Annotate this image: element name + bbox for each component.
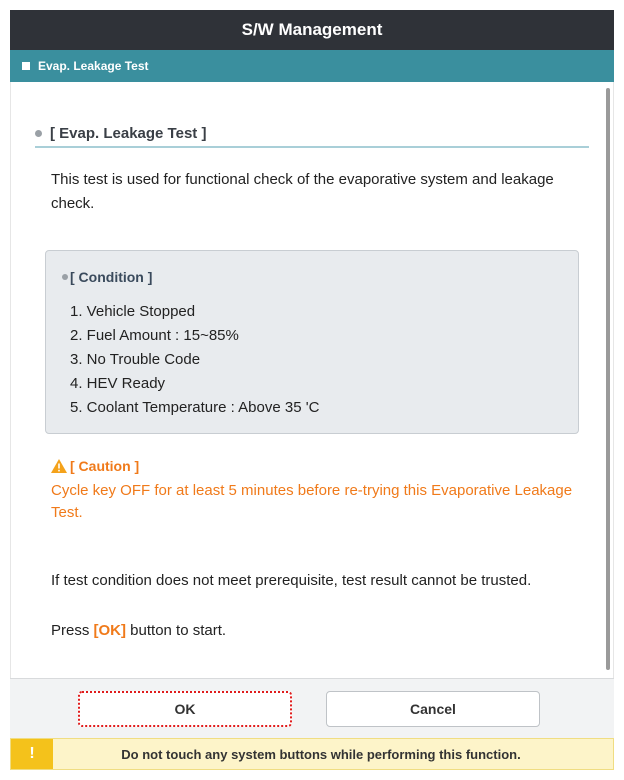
press-text-after: button to start. [126,622,227,639]
condition-list [70,300,319,420]
warning-text: Do not touch any system buttons while performing this function. [121,746,521,762]
condition-item: 4. HEV Ready [70,375,166,392]
section-header [35,120,589,148]
caution-header [51,458,139,474]
condition-item: 5. Coolant Temperature : Above 35 'C [70,399,320,416]
bullet-dot-icon [35,130,42,137]
condition-item: 3. No Trouble Code [70,351,201,368]
press-text-before: Press [51,622,94,639]
caution-title: [ Caution ] [70,458,140,474]
condition-item: 1. Vehicle Stopped [70,303,196,320]
subheader-label: Evap. Leakage Test [38,59,149,73]
scrollbar[interactable] [606,88,610,670]
exclamation-icon: ! [11,739,53,769]
cancel-button[interactable]: Cancel [326,691,540,727]
warning-bar [10,738,614,770]
prerequisite-note: If test condition does not meet prerequisite, test result cannot be trusted. [51,572,532,589]
condition-title: [ Condition ] [70,269,153,285]
bullet-dot-icon [62,274,68,280]
ok-button[interactable]: OK [78,691,292,727]
condition-header [62,269,152,285]
press-ok-highlight: [OK] [93,622,127,639]
press-instruction [51,622,226,639]
condition-item: 2. Fuel Amount : 15~85% [70,327,239,344]
caution-text: Cycle key OFF for at least 5 minutes before re-trying this Evaporative Leakage Test. [51,482,573,521]
condition-box [45,250,579,434]
square-bullet-icon [22,62,30,70]
window-title: S/W Management [10,10,614,50]
section-title: [ Evap. Leakage Test ] [50,124,207,142]
warning-triangle-icon [51,459,67,473]
section-description: This test is used for functional check of the evaporative system and leakage check. [51,171,554,212]
content-panel [10,82,614,678]
button-bar [10,678,614,738]
subheader [10,50,614,82]
